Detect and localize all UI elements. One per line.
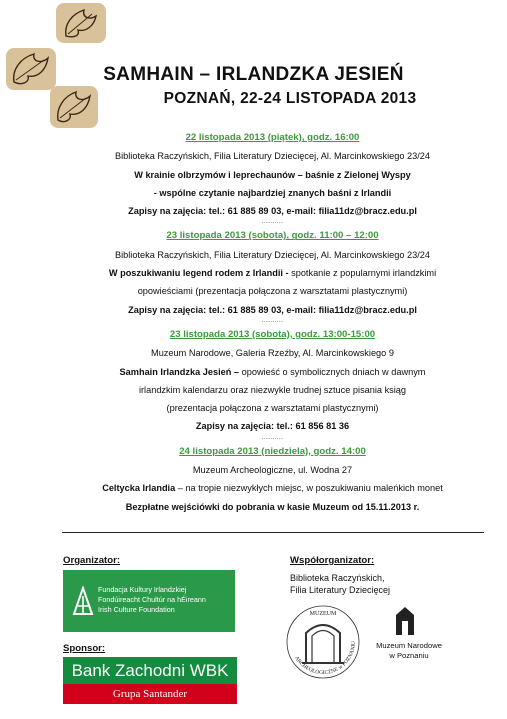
event-4-note: Bezpłatne wejściówki do pobrania w kasie Muzeum od 15.11.2013 r.: [125, 501, 420, 512]
foundation-name-ga: Fondúireacht Chultúr na hÉireann: [98, 595, 206, 604]
event-3-title-line: [60, 363, 485, 381]
leaf-tile-3: [50, 86, 98, 128]
sponsor-label: Sponsor:: [63, 643, 106, 654]
event-1-title: W krainie olbrzymów i leprechaunów – baśnie z Zielonej Wyspy: [134, 169, 411, 180]
organizer-label: Organizator:: [63, 555, 121, 566]
archaeological-museum-logo: [284, 603, 362, 681]
santander-logo: Grupa Santander: [63, 684, 237, 704]
event-3-date: 23 listopada 2013 (sobota), godz. 13:00-15:00: [169, 328, 376, 340]
event-3-desc-2: irlandzkim kalendarzu oraz niezwykle trudnej sztuce pisania ksiąg: [138, 384, 407, 395]
museum-logo-ring-path: ARCHEOLOGICZNE w POZNANIU: [293, 640, 358, 677]
event-1-desc-text: - wspólne czytanie najbardziej znanych baśni z Irlandii: [153, 187, 392, 198]
separator: ..........: [261, 219, 284, 226]
arch-gate-icon: [302, 625, 344, 663]
bank-zachodni-logo: Bank Zachodni WBK: [63, 657, 237, 684]
leaf-tile-1: [56, 3, 106, 43]
event-4-title-line: [60, 479, 485, 497]
coorganizer-line-1: Biblioteka Raczyńskich,: [290, 573, 385, 583]
foundation-name: [98, 585, 206, 615]
event-3-venue: Muzeum Narodowe, Galeria Rzeźby, Al. Marcinkowskiego 9: [151, 348, 394, 359]
event-1-signup: Zapisy na zajęcia: tel.: 61 885 89 03, e-mail: filia11dz@bracz.edu.pl: [128, 206, 417, 217]
event-4-date-line: [60, 442, 485, 461]
event-3-desc-1: opowieść o symbolicznych dniach w dawnym: [241, 366, 426, 377]
event-2-desc-1: spotkanie z popularnymi irlandzkimi: [291, 268, 437, 279]
event-2-title-line: [60, 264, 485, 282]
coorganizer-name: [290, 573, 390, 596]
event-program: [60, 128, 485, 516]
event-4-desc: – na tropie niezwykłych miejsc, w poszukiwaniu maleńkich monet: [177, 483, 443, 494]
event-2-signup: Zapisy na zajęcia: tel.: 61 885 89 03, e-mail: filia11dz@bracz.edu.pl: [128, 304, 417, 315]
national-museum-logo-icon: [394, 607, 416, 635]
page-title: SAMHAIN – IRLANDZKA JESIEŃ: [103, 64, 404, 85]
foundation-name-en: Irish Culture Foundation: [98, 605, 175, 614]
footer-divider: [62, 532, 484, 533]
event-2-date: 23 listopada 2013 (sobota), godz. 11:00 – 12:00: [166, 230, 379, 242]
museum-logo-top-text: MUZEUM: [309, 611, 337, 617]
national-museum-line-1: Muzeum Narodowe: [376, 641, 442, 650]
event-2-title: W poszukiwaniu legend rodem z Irlandii -: [108, 268, 289, 279]
event-1-venue: Biblioteka Raczyńskich, Filia Literatury Dziecięcej, Al. Marcinkowskiego 23/24: [114, 151, 431, 162]
coorganizer-label: Współorganizator:: [290, 555, 375, 566]
event-1-date: 22 listopada 2013 (piątek), godz. 16:00: [185, 132, 360, 143]
event-3-desc-3: (prezentacja połączona z warsztatami plastycznymi): [166, 403, 379, 414]
event-4-venue: Muzeum Archeologiczne, ul. Wodna 27: [192, 465, 353, 476]
irish-culture-foundation-logo: [63, 570, 235, 632]
event-2-desc-2: opowieściami (prezentacja połączona z warsztatami plastycznymi): [137, 286, 408, 297]
national-museum-name: [368, 641, 450, 660]
event-4-title: Celtycka Irlandia: [102, 483, 176, 494]
separator: ..........: [261, 317, 284, 324]
museum-logo-ring-text: [293, 641, 357, 676]
national-museum-line-2: w Poznaniu: [389, 650, 429, 660]
event-3-title: Samhain Irlandzka Jesień –: [119, 366, 240, 377]
event-1-desc: [60, 184, 485, 202]
coorganizer-line-2: Filia Literatury Dziecięcej: [290, 584, 391, 595]
event-1-date-line: [60, 128, 485, 147]
foundation-emblem-icon: [72, 586, 94, 618]
foundation-name-pl: Fundacja Kultury Irlandzkiej: [98, 585, 187, 594]
separator: ..........: [261, 434, 284, 441]
event-2-venue: Biblioteka Raczyńskich, Filia Literatury Dziecięcej, Al. Marcinkowskiego 23/24: [114, 249, 431, 260]
page-subtitle: POZNAŃ, 22-24 LISTOPADA 2013: [163, 90, 417, 107]
event-2-date-line: [60, 226, 485, 245]
event-3-signup: Zapisy na zajęcia: tel.: 61 856 81 36: [195, 421, 350, 432]
event-4-date: 24 listopada 2013 (niedziela), godz. 14:00: [179, 445, 366, 457]
event-3-date-line: [60, 325, 485, 344]
